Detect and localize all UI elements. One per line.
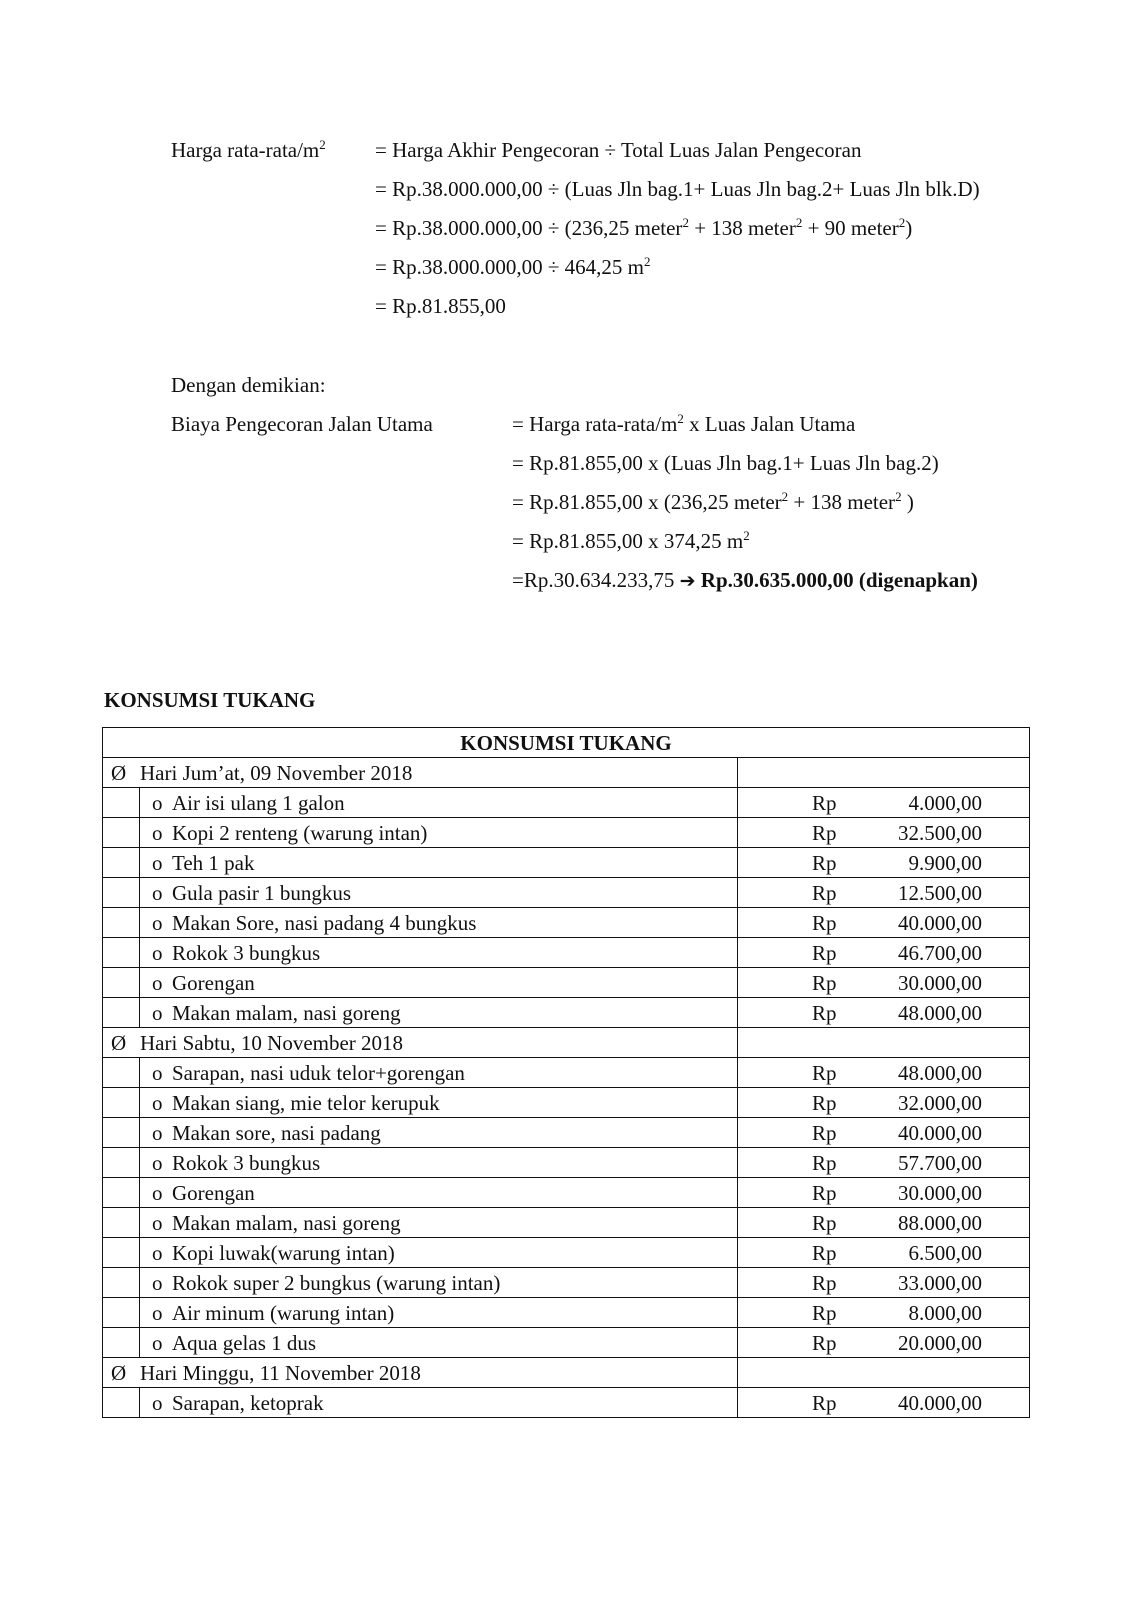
day-bullet-icon: Ø (111, 1030, 127, 1055)
item-name: o Makan siang, mie telor kerupuk (140, 1088, 738, 1118)
calc1-line: = Harga Akhir Pengecoran ÷ Total Luas Jalan Pengecoran (375, 138, 862, 162)
item-amount: Rp 40.000,00 (738, 1388, 1030, 1418)
calc1-line: = Rp.38.000.000,00 ÷ (Luas Jln bag.1+ Luas Jln bag.2+ Luas Jln blk.D) (375, 177, 980, 201)
indent-cell (103, 848, 140, 878)
table-row (103, 1298, 1030, 1328)
calc1-label: Harga rata-$rata/m^2$ (171, 137, 326, 162)
table-row (103, 1388, 1030, 1418)
day-amount-empty (738, 1028, 1030, 1058)
day-amount-empty (738, 758, 1030, 788)
item-bullet-icon: o (152, 1060, 163, 1085)
item-name: o Teh 1 pak (140, 848, 738, 878)
item-name: o Makan malam, nasi goreng (140, 1208, 738, 1238)
table-row (103, 788, 1030, 818)
day-amount-empty (738, 1358, 1030, 1388)
item-bullet-icon: o (152, 1240, 163, 1265)
table-row (103, 1058, 1030, 1088)
item-name: o Rokok 3 bungkus (140, 1148, 738, 1178)
item-bullet-icon: o (152, 1090, 163, 1115)
indent-cell (103, 1388, 140, 1418)
table-row (103, 968, 1030, 998)
item-bullet-icon: o (152, 1300, 163, 1325)
calc2-line: = Rp.81.855,00 x (Luas Jln bag.1+ Luas Jln bag.2) (512, 451, 939, 475)
item-amount: Rp 40.000,00 (738, 908, 1030, 938)
table-title-row (103, 728, 1030, 758)
indent-cell (103, 998, 140, 1028)
indent-cell (103, 1058, 140, 1088)
item-name: o Kopi 2 renteng (warung intan) (140, 818, 738, 848)
item-name: o Gula pasir 1 bungkus (140, 878, 738, 908)
table-row (103, 1208, 1030, 1238)
table-row (103, 1268, 1030, 1298)
item-bullet-icon: o (152, 850, 163, 875)
item-bullet-icon: o (152, 1390, 163, 1415)
indent-cell (103, 1118, 140, 1148)
item-name: o Sarapan, ketoprak (140, 1388, 738, 1418)
day-header-row (103, 758, 1030, 788)
item-amount: Rp 8.000,00 (738, 1298, 1030, 1328)
calc2-final: =Rp.30.634.233,75 ➔ Rp.30.635.000,00 (digenapkan) (512, 568, 978, 592)
item-amount: Rp 40.000,00 (738, 1118, 1030, 1148)
item-amount: Rp 32.500,00 (738, 818, 1030, 848)
item-bullet-icon: o (152, 1270, 163, 1295)
item-name: o Air minum (warung intan) (140, 1298, 738, 1328)
item-bullet-icon: o (152, 880, 163, 905)
table-row (103, 1238, 1030, 1268)
item-name: o Makan Sore, nasi padang 4 bungkus (140, 908, 738, 938)
item-name: o Air isi ulang 1 galon (140, 788, 738, 818)
table-row (103, 998, 1030, 1028)
indent-cell (103, 1298, 140, 1328)
item-bullet-icon: o (152, 940, 163, 965)
section-heading: KONSUMSI TUKANG (104, 688, 316, 712)
item-name: o Makan sore, nasi padang (140, 1118, 738, 1148)
day-label: Ø Hari Jum’at, 09 November 2018 (103, 758, 738, 788)
item-name: o Kopi luwak(warung intan) (140, 1238, 738, 1268)
indent-cell (103, 1148, 140, 1178)
item-amount: Rp 4.000,00 (738, 788, 1030, 818)
indent-cell (103, 1238, 140, 1268)
item-bullet-icon: o (152, 1150, 163, 1175)
indent-cell (103, 1088, 140, 1118)
table-row (103, 1178, 1030, 1208)
calc1-result: = Rp.81.855,00 (375, 294, 506, 318)
day-header-row (103, 1358, 1030, 1388)
item-amount: Rp 30.000,00 (738, 968, 1030, 998)
item-bullet-icon: o (152, 910, 163, 935)
table-title: KONSUMSI TUKANG (103, 728, 1030, 758)
calc2-line: = Harga rata-$rata/m^2$ x Luas Jalan Utama (512, 411, 856, 436)
indent-cell (103, 878, 140, 908)
right-arrow-icon: ➔ (679, 570, 696, 592)
day-bullet-icon: Ø (111, 1360, 127, 1385)
item-name: o Gorengan (140, 968, 738, 998)
item-name: o Makan malam, nasi goreng (140, 998, 738, 1028)
indent-cell (103, 1178, 140, 1208)
table-row (103, 1088, 1030, 1118)
intro-text: Dengan demikian: (171, 373, 326, 397)
day-label: Ø Hari Sabtu, 10 November 2018 (103, 1028, 738, 1058)
item-name: o Rokok super 2 bungkus (warung intan) (140, 1268, 738, 1298)
item-name: o Gorengan (140, 1178, 738, 1208)
calc1-line: = Rp.38.000.000,00 ÷ (236,25 meter$^2$ + 138 meter$^2$ + 90 meter$^2$) (375, 215, 913, 240)
indent-cell (103, 818, 140, 848)
indent-cell (103, 1208, 140, 1238)
item-bullet-icon: o (152, 790, 163, 815)
table-row (103, 938, 1030, 968)
item-amount: Rp 57.700,00 (738, 1148, 1030, 1178)
item-amount: Rp 6.500,00 (738, 1238, 1030, 1268)
item-bullet-icon: o (152, 1000, 163, 1025)
item-bullet-icon: o (152, 1210, 163, 1235)
table-row (103, 818, 1030, 848)
table-row (103, 908, 1030, 938)
item-amount: Rp 33.000,00 (738, 1268, 1030, 1298)
day-label: Ø Hari Minggu, 11 November 2018 (103, 1358, 738, 1388)
item-name: o Sarapan, nasi uduk telor+gorengan (140, 1058, 738, 1088)
table-row (103, 878, 1030, 908)
konsumsi-table (102, 727, 1030, 1418)
item-amount: Rp 12.500,00 (738, 878, 1030, 908)
item-name: o Aqua gelas 1 dus (140, 1328, 738, 1358)
item-amount: Rp 30.000,00 (738, 1178, 1030, 1208)
calc2-line: = Rp.81.855,00 x (236,25 meter$^2$ + 138 meter$^2$ ) (512, 489, 914, 514)
table-row (103, 848, 1030, 878)
item-bullet-icon: o (152, 1180, 163, 1205)
item-amount: Rp 48.000,00 (738, 1058, 1030, 1088)
day-bullet-icon: Ø (111, 760, 127, 785)
table-row (103, 1148, 1030, 1178)
item-amount: Rp 9.900,00 (738, 848, 1030, 878)
calc2-line: = Rp.81.855,00 x 374,25 $m^2$ (512, 528, 750, 553)
calc2-label: Biaya Pengecoran Jalan Utama (171, 412, 433, 436)
indent-cell (103, 1268, 140, 1298)
item-name: o Rokok 3 bungkus (140, 938, 738, 968)
table-row (103, 1328, 1030, 1358)
item-amount: Rp 32.000,00 (738, 1088, 1030, 1118)
item-amount: Rp 88.000,00 (738, 1208, 1030, 1238)
item-amount: Rp 48.000,00 (738, 998, 1030, 1028)
item-bullet-icon: o (152, 1120, 163, 1145)
indent-cell (103, 968, 140, 998)
calc1-line: = Rp.38.000.000,00 ÷ 464,25 $m^2$ (375, 254, 651, 279)
item-bullet-icon: o (152, 820, 163, 845)
day-header-row (103, 1028, 1030, 1058)
indent-cell (103, 938, 140, 968)
item-amount: Rp 46.700,00 (738, 938, 1030, 968)
item-amount: Rp 20.000,00 (738, 1328, 1030, 1358)
indent-cell (103, 1328, 140, 1358)
item-bullet-icon: o (152, 1330, 163, 1355)
indent-cell (103, 788, 140, 818)
indent-cell (103, 908, 140, 938)
table-row (103, 1118, 1030, 1148)
item-bullet-icon: o (152, 970, 163, 995)
